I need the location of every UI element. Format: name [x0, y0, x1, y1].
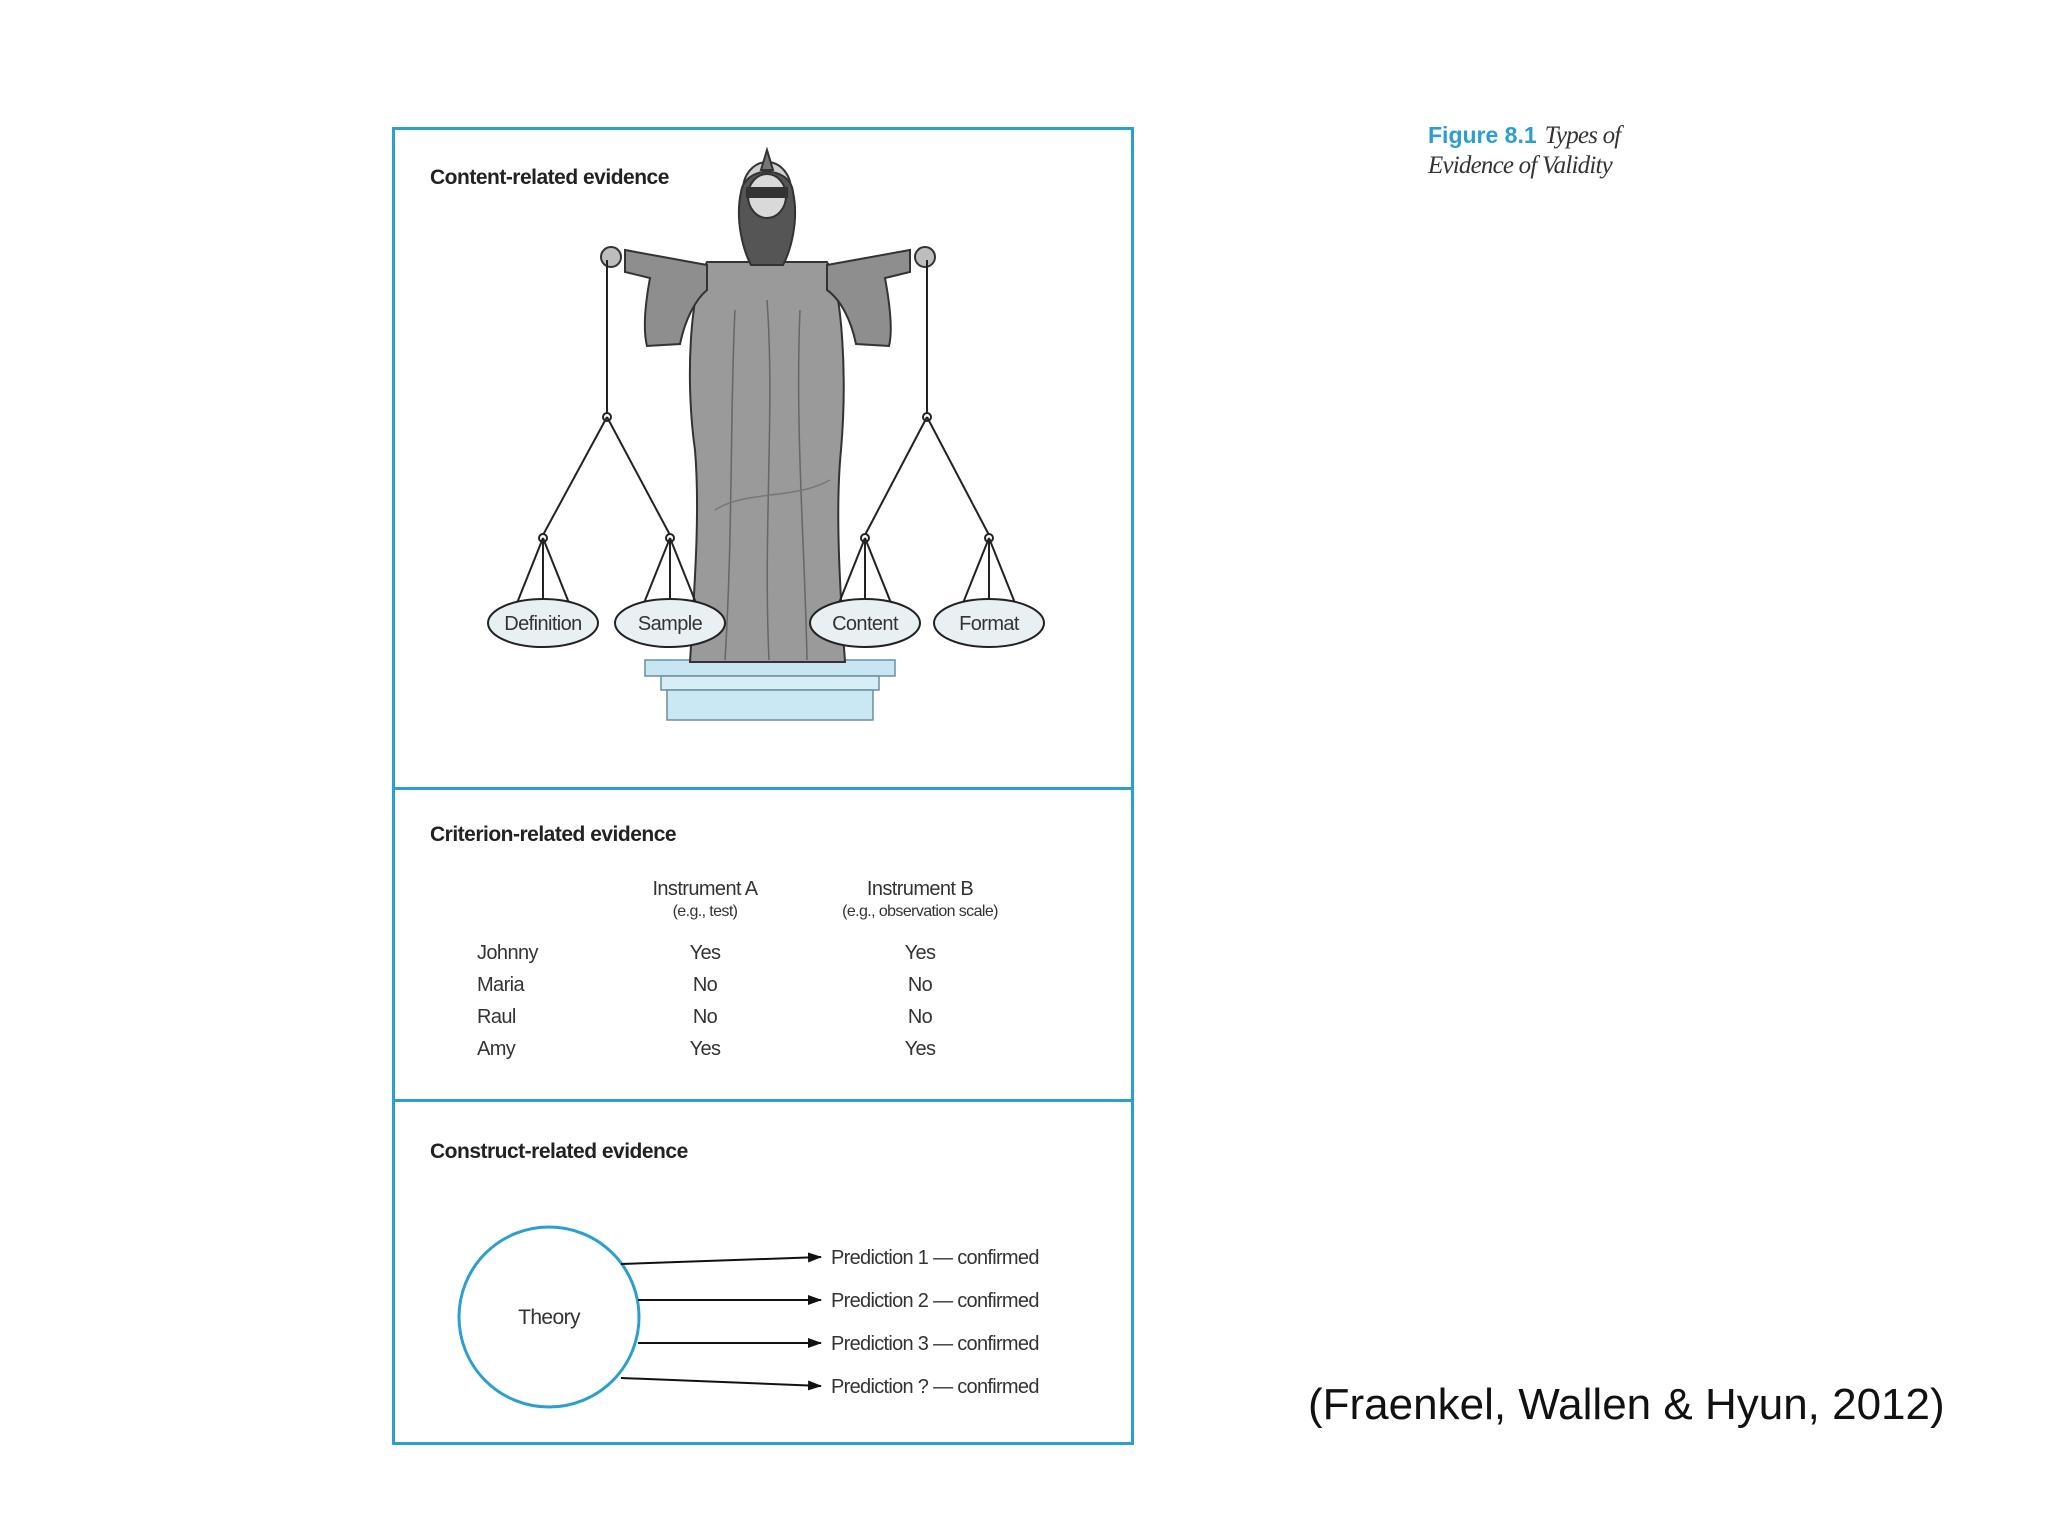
figure-caption: [1428, 120, 1728, 181]
right-scale: [810, 260, 1044, 647]
prediction-label: Prediction 2 — confirmed: [831, 1290, 1039, 1312]
prediction-label: Prediction ? — confirmed: [831, 1376, 1039, 1398]
instrument-b-value: No: [907, 974, 933, 996]
content-related-panel: [395, 130, 1131, 790]
pedestal: [645, 660, 895, 720]
column-subtitle: (e.g., observation scale): [842, 903, 998, 920]
theory-diagram: [395, 1102, 1131, 1442]
instrument-a-value: Yes: [689, 1038, 721, 1060]
instrument-b-value: Yes: [904, 942, 936, 964]
prediction-arrow: [621, 1378, 821, 1386]
figure-number: Figure 8.1: [1428, 122, 1537, 148]
instrument-a-value: No: [692, 1006, 718, 1028]
student-name: Raul: [477, 1006, 516, 1028]
lady-justice-illustration: [395, 130, 1131, 787]
instrument-b-value: No: [907, 1006, 933, 1028]
column-subtitle: (e.g., test): [672, 903, 738, 920]
pan-label-sample: Sample: [637, 613, 703, 635]
column-header-instrument-b: [810, 878, 1030, 921]
table-row: [465, 974, 1065, 1006]
pan-label-format: Format: [959, 613, 1019, 635]
prediction-arrow: [621, 1257, 821, 1264]
pan-label-content: Content: [832, 613, 898, 635]
column-title: Instrument B: [866, 878, 974, 900]
construct-panel-title: Construct-related evidence: [430, 1140, 688, 1163]
construct-related-panel: [395, 1102, 1131, 1442]
citation: (Fraenkel, Wallen & Hyun, 2012): [1308, 1380, 1945, 1429]
validity-figure: [392, 127, 1134, 1445]
left-scale: [488, 260, 725, 647]
table-row: [465, 942, 1065, 974]
student-name: Johnny: [477, 942, 538, 964]
caption-text-line-1: Types of: [1544, 122, 1621, 149]
instrument-a-value: No: [692, 974, 718, 996]
prediction-label: Prediction 1 — confirmed: [831, 1247, 1039, 1269]
prediction-label: Prediction 3 — confirmed: [831, 1333, 1039, 1355]
instrument-a-value: Yes: [689, 942, 721, 964]
column-header-instrument-a: [620, 878, 790, 921]
caption-text-line-2: Evidence of Validity: [1428, 152, 1612, 179]
instrument-b-value: Yes: [904, 1038, 936, 1060]
criterion-panel-title: Criterion-related evidence: [430, 823, 677, 846]
theory-label: Theory: [518, 1306, 580, 1329]
table-row: [465, 1038, 1065, 1070]
column-title: Instrument A: [652, 878, 758, 900]
table-row: [465, 1006, 1065, 1038]
student-name: Maria: [477, 974, 525, 996]
content-panel-title: Content-related evidence: [430, 166, 669, 189]
pan-label-definition: Definition: [504, 613, 582, 635]
student-name: Amy: [477, 1038, 516, 1060]
criterion-related-panel: [395, 790, 1131, 1102]
